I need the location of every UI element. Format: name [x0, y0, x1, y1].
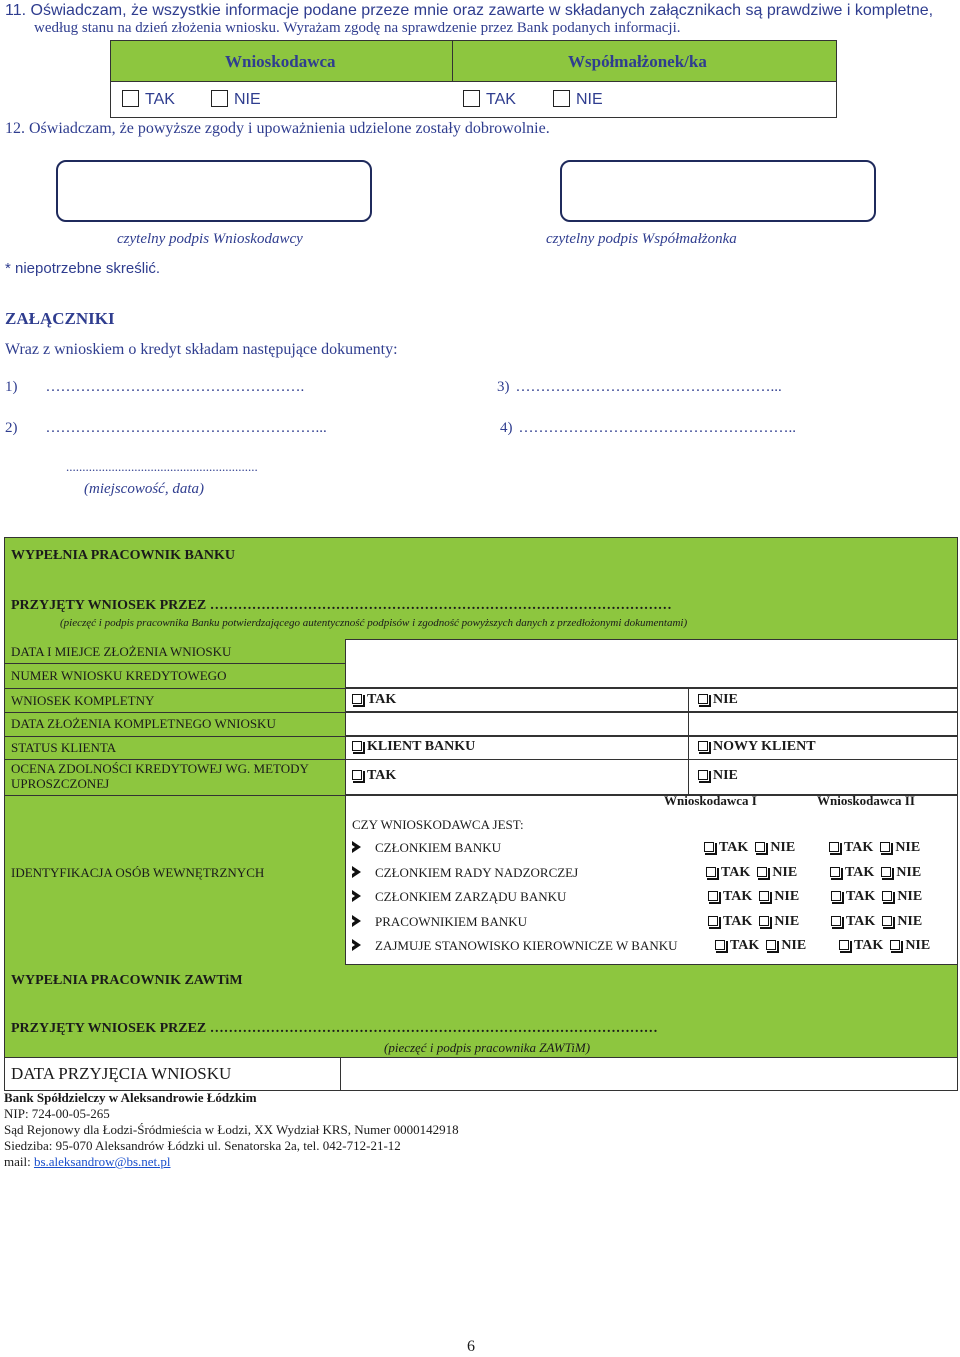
consent-applicant-tak[interactable]: TAK	[122, 90, 175, 109]
label-complete-date: DATA ZŁOŻENIA KOMPLETNEGO WNIOSKU	[11, 716, 276, 731]
date-place-field[interactable]	[345, 639, 958, 688]
role-bank-member-a1[interactable]: TAK NIE	[704, 840, 795, 856]
arrow-bullet-icon	[352, 939, 361, 951]
label-insider-identification: IDENTYFIKACJA OSÓB WEWNĘTRZNYCH	[11, 865, 265, 880]
role-bank-employee: PRACOWNIKIEM BANKU	[352, 914, 527, 930]
consent-col-applicant: Wnioskodawca	[225, 52, 336, 71]
checkbox-icon	[122, 90, 139, 107]
label-application-complete: WNIOSEK KOMPLETNY	[11, 693, 155, 708]
checkbox-icon	[831, 916, 841, 926]
attachment-item-2[interactable]: 2) ………………………………………………...	[5, 420, 327, 436]
attachment-item-3[interactable]: 3) ……………………………………………...	[497, 379, 782, 395]
role-bank-member-a2[interactable]: TAK NIE	[829, 840, 920, 856]
role-bank-employee-a2[interactable]: TAK NIE	[831, 914, 922, 930]
zawtim-accepted-by[interactable]: PRZYJĘTY WNIOSEK PRZEZ ……………………………………………………………………………………	[11, 1021, 658, 1036]
checkbox-icon	[882, 891, 892, 901]
checkbox-icon	[708, 891, 718, 901]
checkbox-icon	[698, 770, 708, 780]
consent-item-11-cont: według stanu na dzień złożenia wniosku. Wyrażam zgodę na sprawdzenie przez Bank podanych informacji.	[34, 20, 681, 36]
applicant-2-header: Wnioskodawca II	[817, 793, 915, 808]
consent-item-11: 11. Oświadczam, że wszystkie informacje podane przeze mnie oraz zawarte w składanych załącznikach są prawdziwe i kompletne,	[5, 2, 934, 19]
zawtim-stamp-note: (pieczęć i podpis pracownika ZAWTiM)	[384, 1040, 591, 1055]
checkbox-icon	[704, 842, 714, 852]
complete-row	[345, 688, 958, 712]
complete-date-field[interactable]	[345, 712, 958, 736]
credit-row	[345, 759, 958, 795]
email-link[interactable]: bs.aleksandrow@bs.net.pl	[33, 1154, 171, 1169]
footer-bank-name: Bank Spółdzielczy w Aleksandrowie Łódzkim	[4, 1090, 257, 1105]
checkbox-icon	[463, 90, 480, 107]
attachment-item-4[interactable]: 4) ………………………………………………..	[500, 420, 796, 436]
label-credit-assessment-cont: UPROSZCZONEJ	[11, 776, 110, 791]
credit-tak[interactable]: TAK	[352, 768, 396, 784]
signature-box-spouse[interactable]	[560, 160, 876, 222]
consent-item-12: 12. Oświadczam, że powyższe zgody i upoważnienia udzielone zostały dobrowolnie.	[5, 120, 550, 137]
attachments-heading: ZAŁĄCZNIKI	[5, 309, 115, 328]
signature-label-spouse: czytelny podpis Współmałżonka	[546, 231, 737, 247]
checkbox-icon	[831, 891, 841, 901]
role-managerial-a2[interactable]: TAK NIE	[839, 938, 930, 954]
zawtim-date-field[interactable]	[342, 1060, 956, 1089]
checkbox-icon	[755, 842, 765, 852]
arrow-bullet-icon	[352, 841, 361, 853]
footer-court: Sąd Rejonowy dla Łodzi-Śródmieścia w Łodzi, XX Wydział KRS, Numer 0000142918	[4, 1122, 459, 1137]
attachments-intro: Wraz z wnioskiem o kredyt składam następujące dokumenty:	[5, 341, 398, 358]
credit-nie[interactable]: NIE	[698, 768, 738, 784]
page-number: 6	[467, 1338, 475, 1355]
bank-section-heading: WYPEŁNIA PRACOWNIK BANKU	[11, 548, 236, 563]
role-management-board-a2[interactable]: TAK NIE	[831, 889, 922, 905]
consent-spouse-tak[interactable]: TAK	[463, 90, 516, 109]
role-managerial: ZAJMUJE STANOWISKO KIEROWNICZE W BANKU	[352, 938, 678, 954]
bank-accepted-by[interactable]: PRZYJĘTY WNIOSEK PRZEZ ………………………………………………………………………………………	[11, 598, 672, 613]
checkbox-icon	[829, 842, 839, 852]
consent-table-header	[110, 40, 837, 82]
checkbox-icon	[881, 867, 891, 877]
checkbox-icon	[715, 940, 725, 950]
checkbox-icon	[211, 90, 228, 107]
consent-spouse-nie[interactable]: NIE	[553, 90, 603, 109]
checkbox-icon	[553, 90, 570, 107]
role-supervisory-board-a1[interactable]: TAK NIE	[706, 865, 797, 881]
signature-label-applicant: czytelny podpis Wnioskodawcy	[117, 231, 303, 247]
checkbox-icon	[882, 916, 892, 926]
consent-col-spouse: Współmałżonek/ka	[568, 52, 707, 71]
role-managerial-a1[interactable]: TAK NIE	[715, 938, 806, 954]
zawtim-date-label: DATA PRZYJĘCIA WNIOSKU	[11, 1064, 232, 1083]
checkbox-icon	[830, 867, 840, 877]
checkbox-icon	[757, 867, 767, 877]
checkbox-icon	[839, 940, 849, 950]
role-management-board: CZŁONKIEM ZARZĄDU BANKU	[352, 889, 566, 905]
zawtim-heading: WYPEŁNIA PRACOWNIK ZAWTiM	[11, 973, 243, 988]
checkbox-icon	[698, 741, 708, 751]
checkbox-icon	[352, 770, 362, 780]
checkbox-icon	[706, 867, 716, 877]
status-bank-client[interactable]: KLIENT BANKU	[352, 739, 475, 755]
bank-stamp-note: (pieczęć i podpis pracownika Banku potwierdzającego autentyczność podpisów i zgodność powyższych danych z przedłożonymi dokumentami)	[60, 617, 688, 629]
attachment-item-1[interactable]: 1) …………………………………………….	[5, 379, 305, 395]
arrow-bullet-icon	[352, 866, 361, 878]
footer-mail: mail: bs.aleksandrow@bs.net.pl	[4, 1154, 171, 1169]
strike-note: * niepotrzebne skreślić.	[5, 260, 161, 277]
checkbox-icon	[890, 940, 900, 950]
footer-nip: NIP: 724-00-05-265	[4, 1106, 110, 1121]
role-supervisory-board: CZŁONKIEM RADY NADZORCZEJ	[352, 865, 578, 881]
role-management-board-a1[interactable]: TAK NIE	[708, 889, 799, 905]
arrow-bullet-icon	[352, 915, 361, 927]
complete-nie[interactable]: NIE	[698, 692, 738, 708]
checkbox-icon	[880, 842, 890, 852]
checkbox-icon	[766, 940, 776, 950]
checkbox-icon	[759, 916, 769, 926]
status-new-client[interactable]: NOWY KLIENT	[698, 739, 816, 755]
checkbox-icon	[698, 694, 708, 704]
checkbox-icon	[759, 891, 769, 901]
place-date-dots[interactable]: ...........................................................	[66, 459, 258, 474]
footer-address: Siedziba: 95-070 Aleksandrów Łódzki ul. Senatorska 2a, tel. 042-712-21-12	[4, 1138, 401, 1153]
signature-box-applicant[interactable]	[56, 160, 372, 222]
label-client-status: STATUS KLIENTA	[11, 740, 117, 755]
label-date-place: DATA I MIEJCE ZŁOŻENIA WNIOSKU	[11, 644, 232, 659]
applicant-1-header: Wnioskodawca I	[664, 793, 757, 808]
role-supervisory-board-a2[interactable]: TAK NIE	[830, 865, 921, 881]
checkbox-icon	[352, 694, 362, 704]
checkbox-icon	[708, 916, 718, 926]
place-date-label: (miejscowość, data)	[84, 481, 204, 497]
label-application-number: NUMER WNIOSKU KREDYTOWEGO	[11, 668, 227, 683]
insider-question: CZY WNIOSKODAWCA JEST:	[352, 817, 524, 832]
consent-applicant-nie[interactable]: NIE	[211, 90, 261, 109]
role-bank-employee-a1[interactable]: TAK NIE	[708, 914, 799, 930]
checkbox-icon	[352, 741, 362, 751]
role-bank-member: CZŁONKIEM BANKU	[352, 840, 501, 856]
arrow-bullet-icon	[352, 890, 361, 902]
complete-tak[interactable]: TAK	[352, 692, 396, 708]
label-credit-assessment: OCENA ZDOLNOŚCI KREDYTOWEJ WG. METODY	[11, 761, 309, 776]
